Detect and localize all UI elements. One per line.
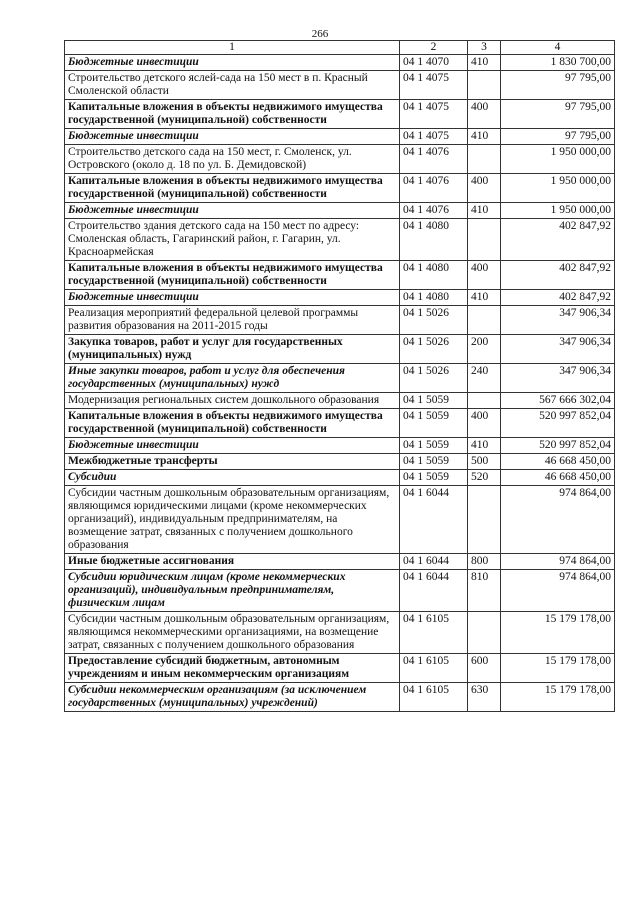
row-name: Строительство здания детского сада на 150 мест по адресу: Смоленская область, Гагаринский район, г. Гагарин, ул. Красноармейская xyxy=(65,219,400,261)
row-amount: 46 668 450,00 xyxy=(501,454,615,470)
row-type: 600 xyxy=(468,654,501,683)
table-row xyxy=(65,486,615,554)
row-name: Реализация мероприятий федеральной целевой программы развития образования на 2011-2015 годы xyxy=(65,306,400,335)
row-amount: 97 795,00 xyxy=(501,100,615,129)
row-amount: 347 906,34 xyxy=(501,306,615,335)
row-code: 04 1 4076 xyxy=(400,174,468,203)
row-code: 04 1 4080 xyxy=(400,261,468,290)
row-amount: 1 950 000,00 xyxy=(501,145,615,174)
row-type: 410 xyxy=(468,129,501,145)
table-row xyxy=(65,174,615,203)
row-type: 400 xyxy=(468,409,501,438)
row-type: 810 xyxy=(468,570,501,612)
table-row xyxy=(65,290,615,306)
row-amount: 567 666 302,04 xyxy=(501,393,615,409)
row-code: 04 1 5059 xyxy=(400,438,468,454)
row-amount: 46 668 450,00 xyxy=(501,470,615,486)
table-row xyxy=(65,554,615,570)
row-amount: 974 864,00 xyxy=(501,570,615,612)
table-row xyxy=(65,409,615,438)
row-name: Субсидии частным дошкольным образовательным организациям, являющимся юридическими лицами (кроме некоммерческих организаций), индивидуальным предпринимателям, на возмещение затрат, связанных с получением дошкольного образования xyxy=(65,486,400,554)
budget-table xyxy=(64,40,615,712)
table-row xyxy=(65,145,615,174)
row-code: 04 1 5026 xyxy=(400,306,468,335)
row-name: Капитальные вложения в объекты недвижимого имущества государственной (муниципальной) собственности xyxy=(65,174,400,203)
row-amount: 97 795,00 xyxy=(501,129,615,145)
row-code: 04 1 4075 xyxy=(400,129,468,145)
row-name: Субсидии xyxy=(65,470,400,486)
row-amount: 974 864,00 xyxy=(501,554,615,570)
row-name: Субсидии юридическим лицам (кроме некоммерческих организаций), индивидуальным предпринимателям, физическим лицам xyxy=(65,570,400,612)
row-code: 04 1 5059 xyxy=(400,393,468,409)
row-name: Капитальные вложения в объекты недвижимого имущества государственной (муниципальной) собственности xyxy=(65,409,400,438)
row-type: 410 xyxy=(468,55,501,71)
row-type: 410 xyxy=(468,290,501,306)
row-type: 400 xyxy=(468,100,501,129)
row-amount: 97 795,00 xyxy=(501,71,615,100)
row-type: 500 xyxy=(468,454,501,470)
table-row xyxy=(65,454,615,470)
row-type: 240 xyxy=(468,364,501,393)
row-type: 630 xyxy=(468,683,501,712)
column-header-3: 3 xyxy=(468,41,501,55)
row-code: 04 1 4075 xyxy=(400,100,468,129)
column-header-4: 4 xyxy=(501,41,615,55)
row-type xyxy=(468,486,501,554)
row-amount: 1 830 700,00 xyxy=(501,55,615,71)
table-row xyxy=(65,364,615,393)
row-name: Межбюджетные трансферты xyxy=(65,454,400,470)
row-amount: 347 906,34 xyxy=(501,335,615,364)
row-name: Закупка товаров, работ и услуг для государственных (муниципальных) нужд xyxy=(65,335,400,364)
table-row xyxy=(65,100,615,129)
row-code: 04 1 4076 xyxy=(400,145,468,174)
row-name: Капитальные вложения в объекты недвижимого имущества государственной (муниципальной) собственности xyxy=(65,100,400,129)
row-code: 04 1 6044 xyxy=(400,570,468,612)
row-type xyxy=(468,393,501,409)
table-row xyxy=(65,129,615,145)
page-number: 266 xyxy=(311,28,329,40)
row-name: Бюджетные инвестиции xyxy=(65,129,400,145)
row-name: Капитальные вложения в объекты недвижимого имущества государственной (муниципальной) собственности xyxy=(65,261,400,290)
row-code: 04 1 5059 xyxy=(400,470,468,486)
table-row xyxy=(65,219,615,261)
row-code: 04 1 6044 xyxy=(400,554,468,570)
row-name: Модернизация региональных систем дошкольного образования xyxy=(65,393,400,409)
row-code: 04 1 5026 xyxy=(400,335,468,364)
row-name: Субсидии частным дошкольным образовательным организациям, являющимся некоммерческими организациями, на возмещение затрат, связанных с получением дошкольного образования xyxy=(65,612,400,654)
row-amount: 520 997 852,04 xyxy=(501,409,615,438)
row-amount: 1 950 000,00 xyxy=(501,203,615,219)
row-name: Субсидии некоммерческим организациям (за исключением государственных (муниципальных) учреждений) xyxy=(65,683,400,712)
row-name: Строительство детского сада на 150 мест, г. Смоленск, ул. Островского (около д. 18 по ул. Б. Демидовской) xyxy=(65,145,400,174)
table-row xyxy=(65,306,615,335)
row-type: 200 xyxy=(468,335,501,364)
row-code: 04 1 6105 xyxy=(400,683,468,712)
table-row xyxy=(65,654,615,683)
column-header-1: 1 xyxy=(65,41,400,55)
row-type: 520 xyxy=(468,470,501,486)
row-name: Бюджетные инвестиции xyxy=(65,290,400,306)
table-row xyxy=(65,261,615,290)
table-row xyxy=(65,570,615,612)
row-code: 04 1 5026 xyxy=(400,364,468,393)
row-amount: 15 179 178,00 xyxy=(501,654,615,683)
row-type xyxy=(468,219,501,261)
row-name: Строительство детского яслей-сада на 150 мест в п. Красный Смоленской области xyxy=(65,71,400,100)
row-amount: 15 179 178,00 xyxy=(501,683,615,712)
row-name: Иные бюджетные ассигнования xyxy=(65,554,400,570)
table-row xyxy=(65,335,615,364)
row-code: 04 1 6105 xyxy=(400,654,468,683)
row-name: Предоставление субсидий бюджетным, автономным учреждениям и иным некоммерческим организациям xyxy=(65,654,400,683)
row-code: 04 1 4080 xyxy=(400,219,468,261)
row-code: 04 1 4080 xyxy=(400,290,468,306)
row-code: 04 1 5059 xyxy=(400,454,468,470)
row-amount: 402 847,92 xyxy=(501,290,615,306)
table-row xyxy=(65,470,615,486)
row-type xyxy=(468,145,501,174)
row-type: 400 xyxy=(468,174,501,203)
row-amount: 402 847,92 xyxy=(501,219,615,261)
table-row xyxy=(65,683,615,712)
row-amount: 520 997 852,04 xyxy=(501,438,615,454)
row-amount: 402 847,92 xyxy=(501,261,615,290)
table-body xyxy=(65,55,615,712)
row-type xyxy=(468,71,501,100)
table-header-row xyxy=(65,41,615,55)
row-name: Бюджетные инвестиции xyxy=(65,203,400,219)
table-row xyxy=(65,203,615,219)
table-row xyxy=(65,71,615,100)
row-type: 800 xyxy=(468,554,501,570)
row-amount: 15 179 178,00 xyxy=(501,612,615,654)
table-row xyxy=(65,438,615,454)
row-code: 04 1 5059 xyxy=(400,409,468,438)
row-code: 04 1 4076 xyxy=(400,203,468,219)
row-type: 410 xyxy=(468,438,501,454)
row-amount: 974 864,00 xyxy=(501,486,615,554)
row-type: 410 xyxy=(468,203,501,219)
table-row xyxy=(65,393,615,409)
row-type xyxy=(468,612,501,654)
row-code: 04 1 6105 xyxy=(400,612,468,654)
table-row xyxy=(65,55,615,71)
row-amount: 1 950 000,00 xyxy=(501,174,615,203)
row-amount: 347 906,34 xyxy=(501,364,615,393)
row-name: Бюджетные инвестиции xyxy=(65,438,400,454)
row-code: 04 1 4070 xyxy=(400,55,468,71)
row-name: Иные закупки товаров, работ и услуг для обеспечения государственных (муниципальных) нужд xyxy=(65,364,400,393)
row-type: 400 xyxy=(468,261,501,290)
row-name: Бюджетные инвестиции xyxy=(65,55,400,71)
column-header-2: 2 xyxy=(400,41,468,55)
table-row xyxy=(65,612,615,654)
row-code: 04 1 4075 xyxy=(400,71,468,100)
row-type xyxy=(468,306,501,335)
row-code: 04 1 6044 xyxy=(400,486,468,554)
